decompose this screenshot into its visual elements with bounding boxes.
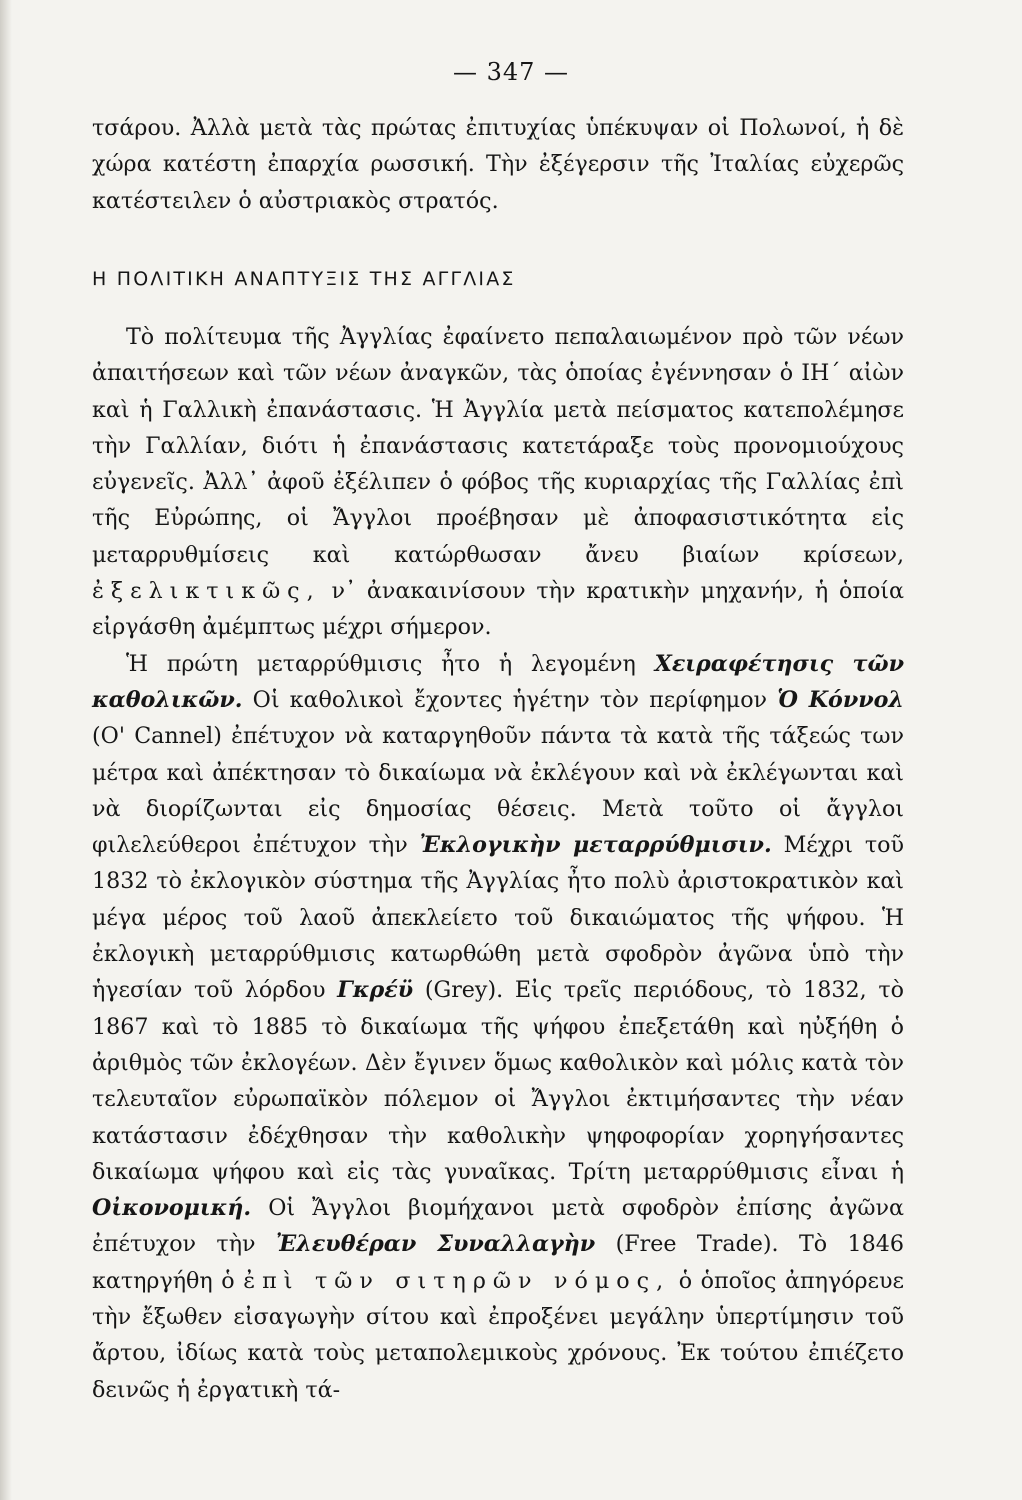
spaced-emphasis: ἐξελικτικῶς,	[92, 578, 321, 605]
page-number: — 347 —	[452, 58, 570, 86]
term-electoral-reform: Ἐκλογικὴν μεταρρύθμισιν.	[419, 832, 772, 859]
section-body	[92, 319, 904, 1408]
p2-text-g: Οἱ Ἄγγλοι βιομήχανοι μετὰ σφοδρὸν ἐπίσης ἀγῶνα ἐπέτυχον τὴν	[92, 1195, 904, 1258]
p2-text-c: Οἱ καθολικοὶ ἔχοντες ἡγέτην τὸν περίφημον	[252, 686, 768, 713]
paragraph-1-end: ν᾽ ἀνακαινίσουν τὴν κρατικὴν μηχανήν, ἡ ὁποία εἰργάσθη ἀμέμπτως μέχρι σήμερον.	[92, 578, 904, 641]
section-heading: Η ΠΟΛΙΤΙΚΗ ΑΝΑΠΤΥΞΙΣ ΤΗΣ ΑΓΓΛΙΑΣ	[92, 268, 516, 290]
p2-text-h: (Free Trade). Τὸ 1846 κατηργήθη ὁ	[92, 1231, 905, 1294]
term-grey: Γκρέϋ	[337, 977, 414, 1004]
intro-text: τσάρου. Ἀλλὰ μετὰ τὰς πρώτας ἐπιτυχίας ὑπέκυψαν οἱ Πολωνοί, ἡ δὲ χώρα κατέστη ἐπαρχία ρωσσική. Τὴν ἐξέγερσιν τῆς Ἰταλίας εὐχερῶς κατέστειλεν ὁ αὐστριακὸς στρατός.	[92, 115, 904, 214]
p2-text-f: (Grey). Εἰς τρεῖς περιόδους, τὸ 1832, τὸ 1867 καὶ τὸ 1885 τὸ δικαίωμα τῆς ψήφου ἐπεξετάθη καὶ ηὐξήθη ὁ ἀριθμὸς τῶν ἐκλογέων. Δὲν ἔγινεν ὅμως καθολικὸν καὶ μόλις κατὰ τὸν τελευταῖον εὐρωπαϊκὸν πόλεμον οἱ Ἄγγλοι ἐκτιμήσαντες τὴν νέαν κατάστασιν ἐδέχθησαν τὴν καθολικὴν ψηφοφορίαν χορηγήσαντες δικαίωμα ψήφου καὶ εἰς τὰς γυναῖκας. Τρίτη μεταρρύθμισις εἶναι ἡ	[92, 977, 904, 1185]
intro-paragraph	[92, 110, 904, 219]
paragraph-1	[92, 319, 904, 646]
binding-shadow	[0, 0, 12, 1500]
paragraph-2	[92, 646, 904, 1408]
p2-text-e: Μέχρι τοῦ 1832 τὸ ἐκλογικὸν σύστημα τῆς Ἀγγλίας ἦτο πολὺ ἀριστοκρατικὸν καὶ μέγα μέρος τοῦ λαοῦ ἀπεκλείετο τοῦ δικαιώματος τῆς ψήφου. Ἡ ἐκλογικὴ μεταρρύθμισις κατωρθώθη μετὰ σφοδρὸν ἀγῶνα ὑπὸ τὴν ἡγεσίαν τοῦ λόρδου	[92, 832, 904, 1004]
term-catholic-emancipation: Χειραφέτησις τῶν καθολικῶν.	[92, 650, 905, 713]
paragraph-1-text: Τὸ πολίτευμα τῆς Ἀγγλίας ἐφαίνετο πεπαλαιωμένον πρὸ τῶν νέων ἀπαιτήσεων καὶ τῶν νέων ἀναγκῶν, τὰς ὁποίας ἐγέννησαν ὁ ΙΗ΄ αἰὼν καὶ ἡ Γαλλικὴ ἐπανάστασις. Ἡ Ἀγγλία μετὰ πείσματος κατεπολέμησε τὴν Γαλλίαν, διότι ἡ ἐπανάστασις κατετάραξε τοὺς προνομιούχους εὐγενεῖς. Ἀλλ᾽ ἀφοῦ ἐξέλιπεν ὁ φόβος τῆς κυριαρχίας τῆς Γαλλίας ἐπὶ τῆς Εὐρώπης, οἱ Ἄγγλοι προέβησαν μὲ ἀποφασιστικότητα εἰς μεταρρυθμίσεις καὶ κατώρθωσαν ἄνευ βιαίων κρίσεων,	[92, 324, 904, 568]
p2-text-i: ὁ ὁποῖος ἀπηγόρευε τὴν ἔξωθεν εἰσαγωγὴν σίτου καὶ ἐπροξένει μεγάλην ὑπερτίμησιν τοῦ ἄρτου, ἰδίως κατὰ τοὺς μεταπολεμικοὺς χρόνους. Ἐκ τούτου ἐπιέζετο δεινῶς ἡ ἐργατικὴ τά-	[92, 1267, 905, 1403]
term-free-trade: Ἐλευθέραν Συναλλαγὴν	[275, 1231, 596, 1258]
term-oconnell: Ὁ Κόννολ	[777, 686, 904, 713]
p2-text-d: (O' Cannel) ἐπέτυχον νὰ καταργηθοῦν πάντα τὰ κατὰ τῆς τάξεώς των μέτρα καὶ ἀπέκτησαν τὸ δικαίωμα νὰ ἐκλέγουν καὶ νὰ ἐκλέγωνται καὶ νὰ διορίζωνται εἰς δημοσίας θέσεις. Μετὰ τοῦτο οἱ ἄγγλοι φιλελεύθεροι ἐπέτυχον τὴν	[92, 723, 904, 859]
spaced-corn-law: ἐπὶ τῶν σιτηρῶν νόμος,	[243, 1267, 671, 1294]
term-economic: Οἰκονομική.	[92, 1195, 252, 1222]
p2-text-a: Ἡ πρώτη μεταρρύθμισις ἦτο ἡ λεγομένη	[126, 650, 636, 677]
